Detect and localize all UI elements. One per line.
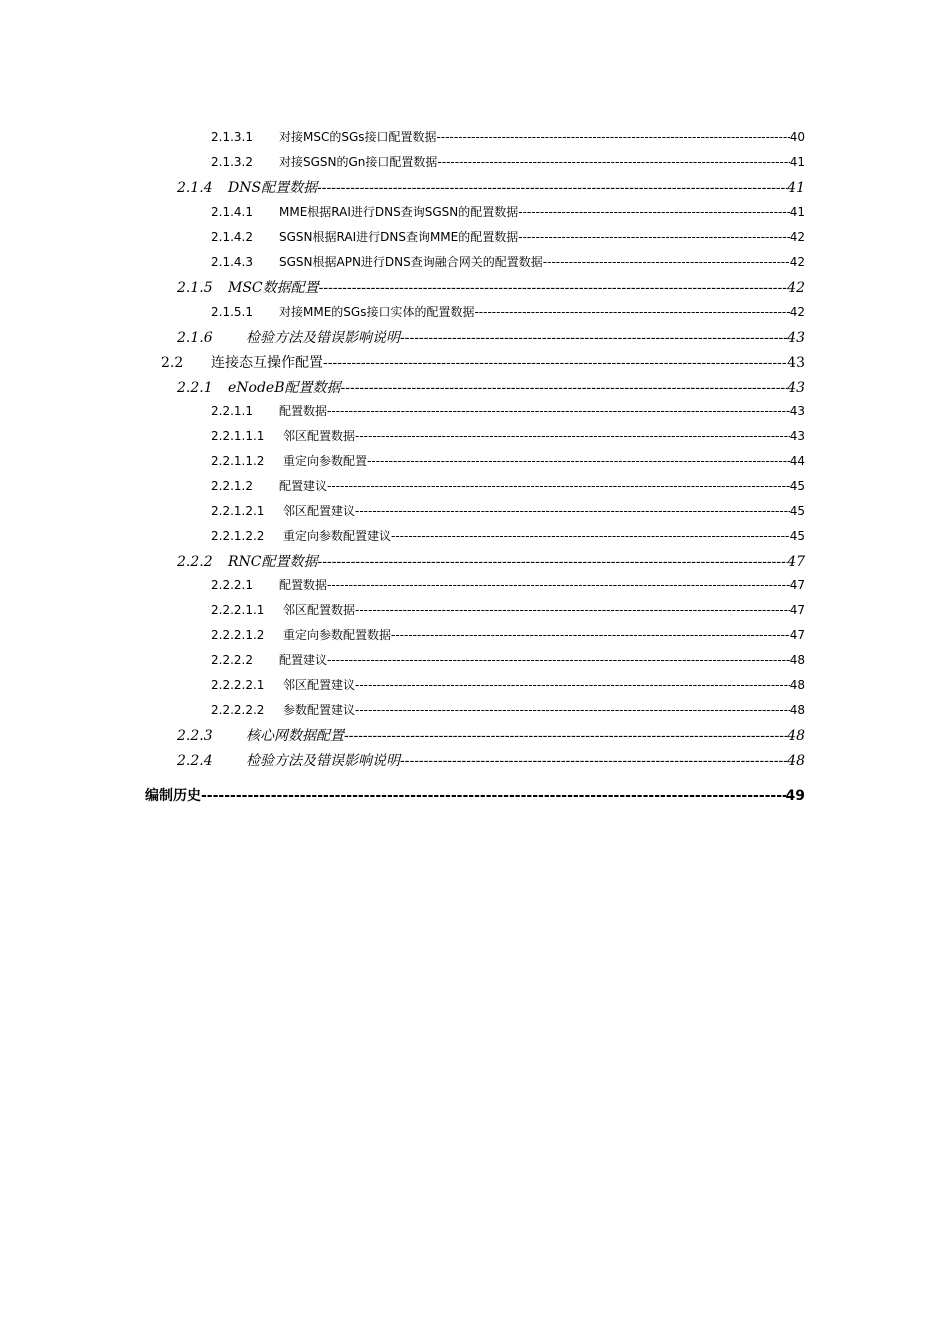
- toc-entry[interactable]: [211, 128, 805, 145]
- toc-entry[interactable]: [177, 551, 805, 571]
- toc-entry[interactable]: [177, 377, 805, 397]
- toc-page-number: 45: [789, 479, 805, 493]
- toc-page-number: 44: [789, 454, 805, 468]
- toc-entry[interactable]: [211, 452, 805, 469]
- toc-leader: [319, 280, 788, 296]
- toc-title: 对接MSC的SGs接口配置数据: [279, 130, 437, 144]
- toc-title: RNC配置数据: [228, 554, 318, 570]
- toc-number: 2.2.1.1.2: [211, 454, 265, 468]
- toc-entry[interactable]: [211, 626, 805, 643]
- toc-title: 编制历史: [145, 788, 201, 804]
- toc-page-number: 41: [789, 205, 805, 219]
- toc-page-number: 47: [789, 603, 805, 617]
- toc-title: MSC数据配置: [228, 280, 319, 296]
- toc-page-number: 42: [789, 230, 805, 244]
- toc-leader: [518, 205, 789, 219]
- toc-number: 2.1.5: [177, 280, 213, 296]
- toc-number: 2.1.5.1: [211, 305, 253, 319]
- toc-page-number: 42: [787, 280, 805, 296]
- toc-entry[interactable]: [211, 576, 805, 593]
- toc-entry[interactable]: [211, 427, 805, 444]
- toc-leader: [327, 404, 790, 418]
- toc-title: 连接态互操作配置: [211, 355, 323, 371]
- toc-title: 对接SGSN的Gn接口配置数据: [279, 155, 438, 169]
- toc-leader: [355, 703, 790, 717]
- toc-leader: [367, 454, 790, 468]
- toc-number: 2.1.4: [177, 180, 213, 196]
- toc-number: 2.2.2: [177, 554, 213, 570]
- toc-page-number: 48: [789, 678, 805, 692]
- toc-title: 配置数据: [279, 578, 328, 592]
- toc-number: 2.1.6: [177, 330, 213, 346]
- toc-entry[interactable]: [177, 725, 805, 745]
- toc-number: 2.2.2.2.1: [211, 678, 265, 692]
- toc-number: 2.1.3.2: [211, 155, 253, 169]
- toc-entry[interactable]: [161, 352, 805, 372]
- toc-title: 配置数据: [279, 404, 328, 418]
- toc-leader: [355, 603, 790, 617]
- toc-page-number: 48: [789, 653, 805, 667]
- toc-leader: [327, 578, 790, 592]
- toc-entry[interactable]: [211, 477, 805, 494]
- toc-title: 对接MME的SGs接口实体的配置数据: [279, 305, 475, 319]
- toc-page-number: 48: [789, 703, 805, 717]
- toc-entry[interactable]: [211, 502, 805, 519]
- toc-number: 2.2.3: [177, 728, 213, 744]
- toc-leader: [391, 628, 790, 642]
- toc-title: 邻区配置建议: [283, 678, 356, 692]
- toc-title: 配置建议: [279, 479, 328, 493]
- toc-title: eNodeB配置数据: [228, 380, 341, 396]
- toc-title: 检验方法及错误影响说明: [246, 753, 400, 769]
- toc-entry[interactable]: [177, 750, 805, 770]
- toc-entry-revision-history[interactable]: [145, 785, 805, 805]
- toc-title: 重定向参数配置数据: [283, 628, 392, 642]
- toc-entry[interactable]: [177, 277, 805, 297]
- toc-leader: [344, 728, 787, 744]
- toc-title: 重定向参数配置建议: [283, 529, 392, 543]
- toc-page-number: 45: [789, 504, 805, 518]
- toc-leader: [391, 529, 790, 543]
- toc-page-number: 43: [787, 355, 805, 371]
- toc-page-number: 47: [789, 578, 805, 592]
- toc-page-number: 40: [789, 130, 805, 144]
- toc-leader: [400, 330, 787, 346]
- toc-page-number: 49: [785, 788, 805, 804]
- toc-page-number: 43: [789, 429, 805, 443]
- toc-entry[interactable]: [211, 402, 805, 419]
- toc-number: 2.2.2.1.1: [211, 603, 265, 617]
- toc-page-number: 43: [787, 330, 805, 346]
- toc-leader: [518, 230, 789, 244]
- toc-number: 2.2.2.2.2: [211, 703, 265, 717]
- toc-number: 2.2.1.2.2: [211, 529, 265, 543]
- toc-title: 邻区配置数据: [283, 429, 356, 443]
- toc-number: 2.2.2.1.2: [211, 628, 265, 642]
- toc-title: SGSN根据APN进行DNS查询融合网关的配置数据: [279, 255, 543, 269]
- toc-entry[interactable]: [211, 153, 805, 170]
- toc-entry[interactable]: [211, 601, 805, 618]
- toc-leader: [474, 305, 789, 319]
- toc-number: 2.1.4.1: [211, 205, 253, 219]
- toc-page-number: 43: [787, 380, 805, 396]
- toc-title: 检验方法及错误影响说明: [246, 330, 400, 346]
- toc-title: MME根据RAI进行DNS查询SGSN的配置数据: [279, 205, 519, 219]
- toc-title: 邻区配置建议: [283, 504, 356, 518]
- toc-entry[interactable]: [211, 253, 805, 270]
- toc-entry[interactable]: [211, 676, 805, 693]
- toc-page-number: 42: [789, 305, 805, 319]
- toc-number: 2.2.1.2: [211, 479, 253, 493]
- toc-number: 2.2: [161, 355, 184, 371]
- toc-entry[interactable]: [211, 651, 805, 668]
- toc-page-number: 47: [789, 628, 805, 642]
- toc-leader: [355, 504, 790, 518]
- toc-number: 2.2.1.2.1: [211, 504, 265, 518]
- toc-page-number: 41: [789, 155, 805, 169]
- toc-title: 核心网数据配置: [246, 728, 344, 744]
- toc-entry[interactable]: [211, 701, 805, 718]
- toc-leader: [327, 479, 790, 493]
- toc-leader: [317, 180, 787, 196]
- toc-leader: [437, 155, 789, 169]
- toc-page-number: 41: [787, 180, 805, 196]
- toc-leader: [318, 554, 788, 570]
- toc-page-number: 45: [789, 529, 805, 543]
- toc-leader: [323, 355, 787, 371]
- toc-leader: [400, 753, 787, 769]
- toc-entry[interactable]: [211, 203, 805, 220]
- toc-entry[interactable]: [211, 228, 805, 245]
- toc-number: 2.1.4.2: [211, 230, 253, 244]
- toc-page-number: 47: [787, 554, 805, 570]
- toc-entry[interactable]: [211, 303, 805, 320]
- toc-leader: [437, 130, 790, 144]
- toc-title: 配置建议: [279, 653, 328, 667]
- toc-number: 2.2.1: [177, 380, 213, 396]
- toc-title: DNS配置数据: [228, 180, 318, 196]
- toc-leader: [355, 429, 790, 443]
- toc-page-number: 48: [787, 728, 805, 744]
- toc-entry[interactable]: [211, 527, 805, 544]
- toc-number: 2.2.2.2: [211, 653, 253, 667]
- toc-entry[interactable]: [177, 327, 805, 347]
- toc-number: 2.2.1.1: [211, 404, 253, 418]
- toc-number: 2.2.4: [177, 753, 213, 769]
- toc-leader: [355, 678, 790, 692]
- toc-leader: [341, 380, 788, 396]
- toc-title: 邻区配置数据: [283, 603, 356, 617]
- toc-page-number: 42: [789, 255, 805, 269]
- toc-leader: [327, 653, 790, 667]
- toc-leader: [201, 788, 786, 804]
- toc-number: 2.2.1.1.1: [211, 429, 265, 443]
- toc-title: SGSN根据RAI进行DNS查询MME的配置数据: [279, 230, 519, 244]
- toc-leader: [543, 255, 790, 269]
- toc-title: 参数配置建议: [283, 703, 356, 717]
- toc-title: 重定向参数配置: [283, 454, 368, 468]
- toc-number: 2.2.2.1: [211, 578, 253, 592]
- toc-number: 2.1.3.1: [211, 130, 253, 144]
- toc-entry[interactable]: [177, 177, 805, 197]
- toc-page-number: 43: [789, 404, 805, 418]
- toc-page-number: 48: [787, 753, 805, 769]
- toc-number: 2.1.4.3: [211, 255, 253, 269]
